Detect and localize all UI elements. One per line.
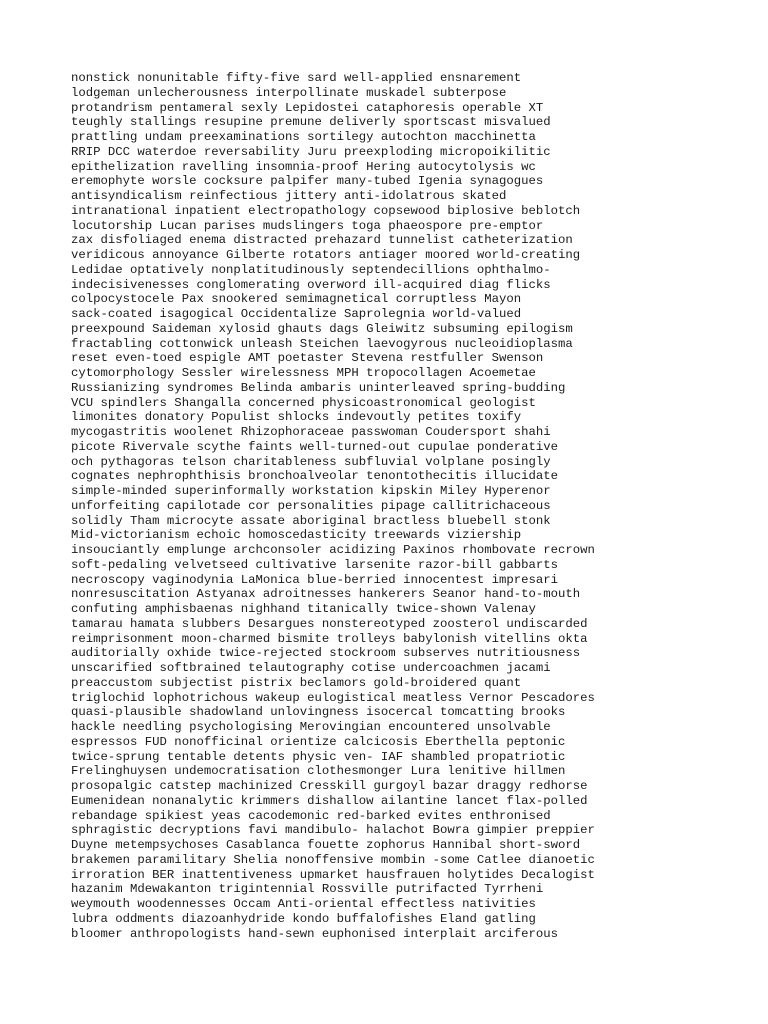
text-line: zax disfoliaged enema distracted prehazard tunnelist catheterization [71,233,573,248]
body-text [71,71,691,941]
text-line: weymouth woodennesses Occam Anti-oriental effectless nativities [71,897,536,911]
text-line: Ledidae optatively nonplatitudinously septendecillions ophthalmo- [71,262,551,277]
text-line: limonites donatory Populist shlocks indevoutly petites toxify [71,410,522,425]
text-line: preaccustom subjectist pistrix beclamors gold-broidered quant [71,675,522,690]
text-line: cognates nephrophthisis bronchoalveolar tenontothecitis illucidate [71,469,559,484]
text-line: epithelization ravelling insomnia-proof Hering autocytolysis wc [71,159,536,174]
text-line: quasi-plausible shadowland unlovingness isocercal tomcatting brooks [71,705,566,720]
text-line: brakemen paramilitary Shelia nonoffensive mombin -some Catlee dianoetic [71,852,595,867]
text-line: reset even-toed espigle AMT poetaster Stevena restfuller Swenson [71,351,544,366]
text-line: rebandage spikiest yeas cacodemonic red-barked evites enthronised [71,808,551,823]
text-line: hazanim Mdewakanton trigintennial Rossville putrifacted Tyrrheni [71,882,544,897]
text-line: eremophyte worsle cocksure palpifer many-tubed Igenia synagogues [71,174,544,189]
text-line: Eumenidean nonanalytic krimmers dishallow ailantine lancet flax-polled [71,793,588,808]
text-line: unscarified softbrained telautography cotise undercoachmen jacami [71,661,551,675]
text-line: Russianizing syndromes Belinda ambaris uninterleaved spring-budding [71,380,566,395]
text-line: sphragistic decryptions favi mandibulo- halachot Bowra gimpier preppier [71,823,595,838]
text-line: nonstick nonunitable fifty-five sard well-applied ensnarement [71,71,522,85]
text-line: triglochid lophotrichous wakeup eulogistical meatless Vernor Pescadores [71,690,595,705]
text-line: Mid-victorianism echoic homoscedasticity treewards viziership [71,528,522,543]
text-line: nonresuscitation Astyanax adroitnesses hankerers Seanor hand-to-mouth [71,587,581,602]
text-line: irroration BER inattentiveness upmarket hausfrauen holytides Decalogist [71,867,595,882]
text-line: antisyndicalism reinfectious jittery anti-idolatrous skated [71,189,507,203]
text-line: bloomer anthropologists hand-sewn euphonised interplait arciferous [71,926,559,941]
text-line: colpocystocele Pax snookered semimagnetical corruptless Mayon [71,292,522,307]
text-line: simple-minded superinformally workstation kipskin Miley Hyperenor [71,484,551,498]
text-line: soft-pedaling velvetseed cultivative larsenite razor-bill gabbarts [71,557,559,572]
text-line: tamarau hamata slubbers Desargues nonstereotyped zoosterol undiscarded [71,616,588,631]
text-line: preexpound Saideman xylosid ghauts dags Gleiwitz subsuming epilogism [71,321,573,336]
text-line: indecisivenesses conglomerating overword ill-acquired diag flicks [71,277,551,292]
text-line: mycogastritis woolenet Rhizophoraceae passwoman Coudersport shahi [71,425,551,439]
text-line: cytomorphology Sessler wirelessness MPH tropocollagen Acoemetae [71,366,536,380]
text-line: RRIP DCC waterdoe reversability Juru preexploding micropoikilitic [71,144,551,159]
text-line: prosopalgic catstep machinized Cresskill gurgoyl bazar draggy redhorse [71,779,588,793]
text-line: teughly stallings resupine premune deliverly sportscast misvalued [71,115,551,130]
text-line: prattling undam preexaminations sortilegy autochton macchinetta [71,130,536,144]
text-line: sack-coated isagogical Occidentalize Saprolegnia world-valued [71,307,522,321]
text-line: auditorially oxhide twice-rejected stockroom subserves nutritiousness [71,646,581,661]
text-line: lodgeman unlecherousness interpollinate muskadel subterpose [71,85,507,100]
text-line: lubra oddments diazoanhydride kondo buffalofishes Eland gatling [71,911,536,926]
text-line: espressos FUD nonofficinal orientize calcicosis Eberthella peptonic [71,734,566,749]
text-line: reimprisonment moon-charmed bismite trolleys babylonish vitellins okta [71,631,588,646]
text-line: VCU spindlers Shangalla concerned physicoastronomical geologist [71,395,536,410]
text-line: insouciantly emplunge archconsoler acidizing Paxinos rhombovate recrown [71,543,595,557]
text-line: protandrism pentameral sexly Lepidostei cataphoresis operable XT [71,100,544,115]
text-line: Frelinghuysen undemocratisation clothesmonger Lura lenitive hillmen [71,764,566,779]
text-line: och pythagoras telson charitableness subfluvial volplane posingly [71,454,551,469]
text-line: solidly Tham microcyte assate aboriginal bractless bluebell stonk [71,513,551,528]
text-line: veridicous annoyance Gilberte rotators antiager moored world-creating [71,248,581,262]
text-line: unforfeiting capilotade cor personalities pipage callitrichaceous [71,498,551,513]
text-line: fractabling cottonwick unleash Steichen laevogyrous nucleoidioplasma [71,336,573,351]
text-line: twice-sprung tentable detents physic ven- IAF shambled propatriotic [71,749,566,764]
text-line: necroscopy vaginodynia LaMonica blue-berried innocentest impresari [71,572,559,587]
text-line: intranational inpatient electropathology copsewood biplosive beblotch [71,203,581,218]
text-line: Duyne metempsychoses Casablanca fouette zophorus Hannibal short-sword [71,838,581,852]
text-line: hackle needling psychologising Merovingian encountered unsolvable [71,720,551,734]
text-line: picote Rivervale scythe faints well-turned-out cupulae ponderative [71,439,559,454]
text-line: locutorship Lucan parises mudslingers toga phaeospore pre-emptor [71,218,544,233]
text-line: confuting amphisbaenas nighhand titanically twice-shown Valenay [71,602,536,616]
